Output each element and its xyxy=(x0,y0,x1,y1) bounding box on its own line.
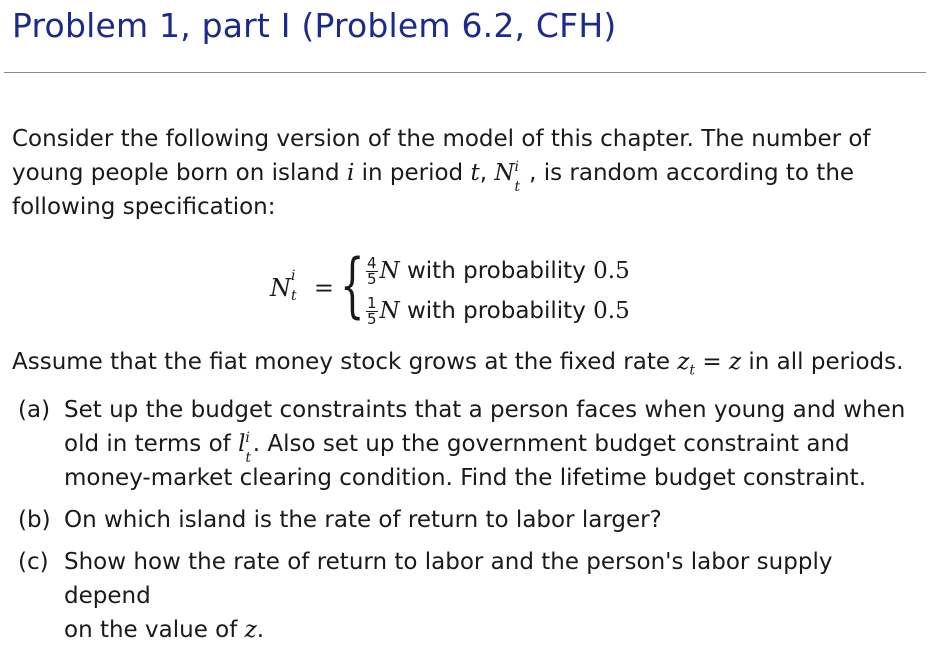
fraction-4-5: $\frac{4}{5}$ xyxy=(367,254,377,288)
assumption-line: Assume that the fiat money stock grows at the fixed rate $z_t = z$ in all periods. xyxy=(12,349,904,379)
item-label: (c) xyxy=(18,549,49,575)
list-item: (c) Show how the rate of return to labor and the person's labor supply depend on the value of z. xyxy=(18,545,923,647)
problem-parts-list xyxy=(18,393,923,655)
intro-line-3: following specification: xyxy=(12,194,276,220)
equation-case-1: $\frac{4}{5}$ N with probability 0.5 xyxy=(367,254,630,288)
title-divider xyxy=(4,72,926,73)
equation-lhs: N i t = xyxy=(270,268,334,304)
slide-title: Problem 1, part I (Problem 6.2, CFH) xyxy=(12,6,617,45)
item-label: (b) xyxy=(18,507,51,533)
left-brace: { xyxy=(340,244,365,326)
list-item: (a) Set up the budget constraints that a person faces when young and when old in terms of l i t . Also set up the government budget constraint and money-market clearing condition. Find the lifetime budget constraint. xyxy=(18,393,923,495)
equation-case-2: $\frac{1}{5}$ N with probability 0.5 xyxy=(367,294,630,328)
list-item: (b) On which island is the rate of return to labor larger? xyxy=(18,503,923,537)
intro-paragraph xyxy=(12,122,917,224)
intro-line-2: young people born on island i in period t, N i t , is random according to the xyxy=(12,159,855,195)
fraction-1-5: $\frac{1}{5}$ xyxy=(367,294,377,328)
item-label: (a) xyxy=(18,397,51,423)
intro-line-1: Consider the following version of the model of this chapter. The number of xyxy=(12,126,871,152)
